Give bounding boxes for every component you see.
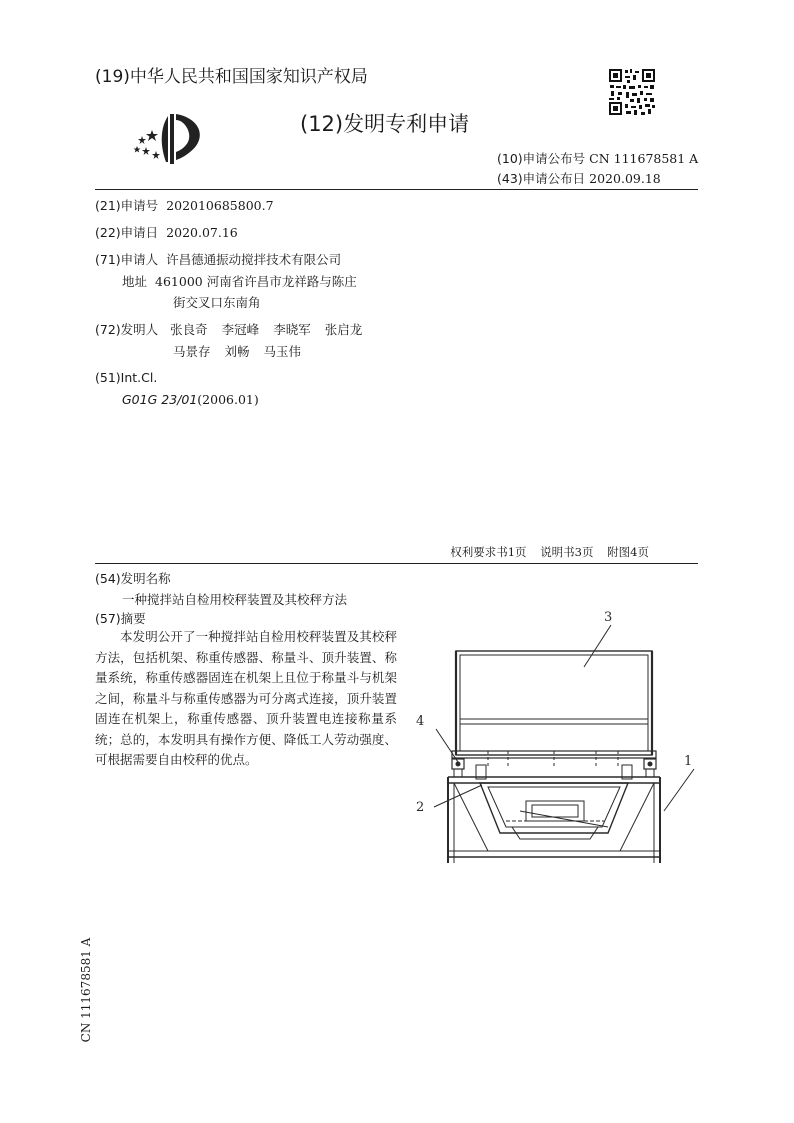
cnipa-logo-icon bbox=[130, 106, 210, 168]
application-number bbox=[95, 196, 274, 214]
inventor-name: 李冠峰 bbox=[221, 322, 260, 337]
application-date-label: (22)申请日 bbox=[95, 225, 159, 240]
address bbox=[122, 272, 357, 290]
address-label: 地址 bbox=[122, 274, 148, 289]
inventor-name: 李晓军 bbox=[273, 322, 311, 337]
publication-date-label: (43)申请公布日 bbox=[497, 171, 586, 186]
publication-date-value: 2020.09.18 bbox=[589, 171, 661, 186]
qr-code-icon bbox=[608, 68, 656, 116]
section-divider bbox=[95, 563, 698, 564]
description-pages: 说明书3页 bbox=[540, 545, 594, 559]
applicant-label: (71)申请人 bbox=[95, 252, 159, 267]
inventor-name: 马玉伟 bbox=[263, 344, 302, 359]
figure-label: 4 bbox=[416, 714, 425, 729]
inventor-name: 张良奇 bbox=[170, 322, 208, 337]
side-publication-number: CN 111678581 A bbox=[79, 937, 93, 1043]
claims-pages: 权利要求书1页 bbox=[450, 545, 527, 559]
address-line-2: 街交叉口东南角 bbox=[173, 295, 261, 310]
inventors-label: (72)发明人 bbox=[95, 322, 159, 337]
abstract-figure bbox=[408, 605, 696, 867]
figure-label: 2 bbox=[416, 800, 425, 815]
applicant bbox=[95, 250, 341, 268]
inventors-row-2 bbox=[173, 342, 315, 360]
page-counts bbox=[440, 544, 649, 560]
header-divider bbox=[95, 189, 698, 190]
figure-label: 3 bbox=[604, 610, 613, 625]
publication-date bbox=[497, 169, 661, 187]
abstract-label: (57)摘要 bbox=[95, 611, 146, 626]
publication-number-label: (10)申请公布号 bbox=[497, 151, 586, 166]
figure-label: 1 bbox=[684, 754, 693, 769]
application-date bbox=[95, 223, 238, 241]
application-number-value: 202010685800.7 bbox=[166, 198, 274, 213]
inventors-row-1 bbox=[170, 322, 376, 337]
inventors bbox=[95, 320, 376, 338]
invention-title: 一种搅拌站自检用校秤装置及其校秤方法 bbox=[122, 592, 348, 607]
drawing-pages: 附图4页 bbox=[607, 545, 649, 559]
office-name: (19)中华人民共和国国家知识产权局 bbox=[95, 67, 368, 87]
int-cl bbox=[122, 392, 259, 407]
int-cl-label: (51)Int.Cl. bbox=[95, 370, 158, 385]
application-date-value: 2020.07.16 bbox=[166, 225, 238, 240]
publication-number bbox=[497, 149, 698, 167]
address-line-1: 461000 河南省许昌市龙祥路与陈庄 bbox=[155, 274, 357, 289]
publication-number-value: CN 111678581 A bbox=[589, 151, 699, 166]
inventor-name: 张启龙 bbox=[324, 322, 363, 337]
application-number-label: (21)申请号 bbox=[95, 198, 159, 213]
invention-title-label: (54)发明名称 bbox=[95, 571, 171, 586]
inventor-name: 刘畅 bbox=[224, 344, 250, 359]
abstract-text: 本发明公开了一种搅拌站自检用校秤装置及其校秤方法，包括机架、称重传感器、称量斗、顶升装置、称量系统，称重传感器固连在机架上且位于称量斗与机架之间，称量斗与称重传感器为可分离式连接，顶升装置固连在机架上，称重传感器、顶升装置电连接称量系统；总的，本发明具有操作方便、降低工人劳动强度、可根据需要自由校秤的优点。 bbox=[95, 629, 397, 767]
document-type: (12)发明专利申请 bbox=[300, 112, 470, 136]
int-cl-code: G01G 23/01 bbox=[122, 392, 198, 407]
int-cl-version: (2006.01) bbox=[197, 392, 259, 407]
applicant-value: 许昌德通振动搅拌技术有限公司 bbox=[166, 252, 342, 267]
inventor-name: 马景存 bbox=[173, 344, 211, 359]
